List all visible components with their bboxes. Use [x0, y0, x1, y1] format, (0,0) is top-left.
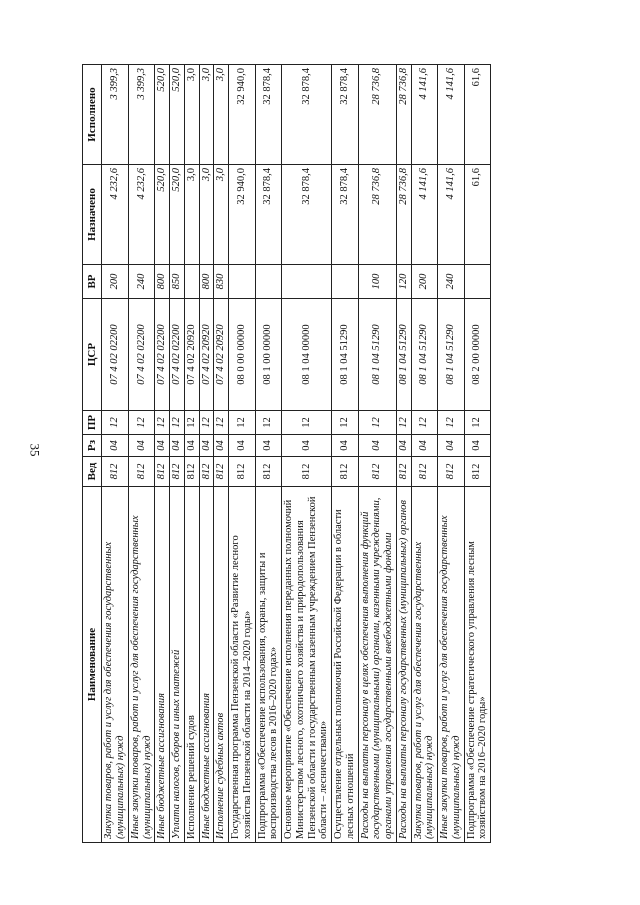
header-pr: ПР: [83, 411, 102, 435]
cell-vr: 240: [128, 265, 155, 299]
cell-rz: 04: [184, 435, 199, 457]
cell-isp: 3,0: [199, 65, 214, 165]
cell-name: Исполнение решений судов: [184, 487, 199, 843]
cell-pr: 12: [358, 411, 396, 435]
header-ved: Вед: [83, 457, 102, 487]
cell-nazn: 28 736,8: [358, 165, 396, 265]
cell-ved: 812: [255, 457, 282, 487]
cell-rz: 04: [358, 435, 396, 457]
cell-vr: 800: [199, 265, 214, 299]
cell-ved: 812: [184, 457, 199, 487]
table-row: [128, 65, 155, 843]
cell-pr: 12: [282, 411, 332, 435]
cell-pr: 12: [170, 411, 185, 435]
table-row: [199, 65, 214, 843]
cell-pr: 12: [255, 411, 282, 435]
cell-nazn: 4 141,6: [411, 165, 438, 265]
cell-csr: 07 4 02 02200: [128, 299, 155, 411]
cell-vr: 200: [102, 265, 129, 299]
cell-name: Иные закупки товаров, работ и услуг для обеспечения государственных (муниципальных) нужд: [438, 487, 465, 843]
cell-ved: 812: [199, 457, 214, 487]
cell-nazn: 520,0: [155, 165, 170, 265]
cell-isp: 32 878,4: [332, 65, 359, 165]
cell-ved: 812: [282, 457, 332, 487]
cell-ved: 812: [128, 457, 155, 487]
cell-nazn: 520,0: [170, 165, 185, 265]
cell-ved: 812: [102, 457, 129, 487]
cell-nazn: 28 736,8: [396, 165, 411, 265]
header-name: Наименование: [83, 487, 102, 843]
cell-csr: 08 1 04 51290: [396, 299, 411, 411]
cell-isp: 3,0: [184, 65, 199, 165]
cell-pr: 12: [155, 411, 170, 435]
cell-vr: 800: [155, 265, 170, 299]
cell-pr: 12: [229, 411, 256, 435]
cell-nazn: 4 232,6: [128, 165, 155, 265]
cell-ved: 812: [464, 457, 491, 487]
cell-csr: 07 4 02 02200: [170, 299, 185, 411]
cell-pr: 12: [464, 411, 491, 435]
cell-nazn: 32 878,4: [332, 165, 359, 265]
table-row: [155, 65, 170, 843]
table-row: [464, 65, 491, 843]
cell-vr: [255, 265, 282, 299]
budget-table: [82, 64, 491, 843]
cell-isp: 61,6: [464, 65, 491, 165]
cell-rz: 04: [438, 435, 465, 457]
table-row: [411, 65, 438, 843]
header-rz: Рз: [83, 435, 102, 457]
cell-name: Расходы на выплаты персоналу государственных (муниципальных) органов: [396, 487, 411, 843]
cell-csr: 07 4 02 20920: [214, 299, 229, 411]
cell-csr: 08 0 00 00000: [229, 299, 256, 411]
table-row: [229, 65, 256, 843]
cell-name: Осуществление отдельных полномочий Российской Федерации в области лесных отношений: [332, 487, 359, 843]
rotated-table-area: [82, 65, 627, 843]
cell-rz: 04: [199, 435, 214, 457]
rotated-content: [82, 65, 627, 843]
cell-ved: 812: [214, 457, 229, 487]
cell-name: Государственная программа Пензенской области «Развитие лесного хозяйства Пензенской области на 2014–2020 годы»: [229, 487, 256, 843]
cell-csr: 08 1 04 00000: [282, 299, 332, 411]
cell-rz: 04: [214, 435, 229, 457]
cell-name: Иные бюджетные ассигнования: [199, 487, 214, 843]
table-row: [358, 65, 396, 843]
cell-nazn: 3,0: [199, 165, 214, 265]
cell-name: Подпрограмма «Обеспечение использования, охраны, защиты и воспроизводства лесов в 2016–2020 годах»: [255, 487, 282, 843]
cell-nazn: 32 878,4: [282, 165, 332, 265]
cell-name: Уплата налогов, сборов и иных платежей: [170, 487, 185, 843]
cell-csr: 08 1 04 51290: [411, 299, 438, 411]
cell-rz: 04: [102, 435, 129, 457]
cell-nazn: 61,6: [464, 165, 491, 265]
cell-name: Расходы на выплаты персоналу в целях обеспечения выполнения функций государственными (муниципальными) органами, казенными учреждениями, органами управления государственными внебюджетными фондами: [358, 487, 396, 843]
cell-csr: 07 4 02 20920: [184, 299, 199, 411]
cell-rz: 04: [229, 435, 256, 457]
cell-vr: 850: [170, 265, 185, 299]
cell-pr: 12: [332, 411, 359, 435]
cell-pr: 12: [438, 411, 465, 435]
table-row: [170, 65, 185, 843]
cell-rz: 04: [411, 435, 438, 457]
cell-rz: 04: [464, 435, 491, 457]
cell-ved: 812: [170, 457, 185, 487]
table-row: [332, 65, 359, 843]
header-nazn: Назначено: [83, 165, 102, 265]
cell-rz: 04: [128, 435, 155, 457]
cell-name: Иные бюджетные ассигнования: [155, 487, 170, 843]
cell-csr: 07 4 02 02200: [155, 299, 170, 411]
cell-csr: 08 2 00 00000: [464, 299, 491, 411]
cell-nazn: 3,0: [214, 165, 229, 265]
cell-isp: 4 141,6: [438, 65, 465, 165]
table-body: [102, 65, 491, 843]
cell-vr: 120: [396, 265, 411, 299]
cell-pr: 12: [411, 411, 438, 435]
cell-pr: 12: [128, 411, 155, 435]
cell-vr: [464, 265, 491, 299]
cell-nazn: 32 940,0: [229, 165, 256, 265]
cell-vr: [184, 265, 199, 299]
cell-nazn: 32 878,4: [255, 165, 282, 265]
cell-ved: 812: [155, 457, 170, 487]
cell-csr: 08 1 04 51290: [358, 299, 396, 411]
table-row: [255, 65, 282, 843]
cell-ved: 812: [332, 457, 359, 487]
cell-name: Исполнение судебных актов: [214, 487, 229, 843]
cell-csr: 08 1 04 51290: [332, 299, 359, 411]
cell-isp: 28 736,8: [358, 65, 396, 165]
cell-pr: 12: [184, 411, 199, 435]
cell-vr: [229, 265, 256, 299]
table-header-row: [83, 65, 102, 843]
cell-name: Подпрограмма «Обеспечение стратегического управления лесным хозяйством на 2016–2020 годы»: [464, 487, 491, 843]
table-row: [396, 65, 411, 843]
cell-isp: 28 736,8: [396, 65, 411, 165]
cell-nazn: 3,0: [184, 165, 199, 265]
cell-isp: 3 399,3: [102, 65, 129, 165]
table-row: [214, 65, 229, 843]
cell-rz: 04: [332, 435, 359, 457]
cell-rz: 04: [170, 435, 185, 457]
cell-vr: 240: [438, 265, 465, 299]
cell-ved: 812: [358, 457, 396, 487]
cell-name: Основное мероприятие «Обеспечение исполнения переданных полномочий Министерством лесного, охотничьего хозяйства и природопользования Пензенской области и государственным казенным учреждением Пензенской области – лесничествами»: [282, 487, 332, 843]
cell-vr: [332, 265, 359, 299]
cell-isp: 32 940,0: [229, 65, 256, 165]
cell-csr: 07 4 02 02200: [102, 299, 129, 411]
cell-nazn: 4 232,6: [102, 165, 129, 265]
cell-vr: 830: [214, 265, 229, 299]
cell-ved: 812: [396, 457, 411, 487]
cell-name: Закупка товаров, работ и услуг для обеспечения государственных (муниципальных) нужд: [411, 487, 438, 843]
table-row: [282, 65, 332, 843]
cell-vr: [282, 265, 332, 299]
cell-isp: 32 878,4: [282, 65, 332, 165]
cell-ved: 812: [229, 457, 256, 487]
cell-pr: 12: [396, 411, 411, 435]
cell-nazn: 4 141,6: [438, 165, 465, 265]
cell-isp: 520,0: [170, 65, 185, 165]
cell-isp: 520,0: [155, 65, 170, 165]
header-isp: Исполнено: [83, 65, 102, 165]
cell-isp: 32 878,4: [255, 65, 282, 165]
cell-name: Закупка товаров, работ и услуг для обеспечения государственных (муниципальных) нужд: [102, 487, 129, 843]
cell-isp: 4 141,6: [411, 65, 438, 165]
cell-pr: 12: [199, 411, 214, 435]
page-number: 35: [27, 443, 43, 457]
cell-vr: 200: [411, 265, 438, 299]
table-row: [102, 65, 129, 843]
cell-ved: 812: [411, 457, 438, 487]
cell-pr: 12: [214, 411, 229, 435]
cell-rz: 04: [282, 435, 332, 457]
cell-csr: 08 1 04 51290: [438, 299, 465, 411]
header-vr: ВР: [83, 265, 102, 299]
cell-isp: 3 399,3: [128, 65, 155, 165]
header-csr: ЦСР: [83, 299, 102, 411]
cell-csr: 07 4 02 20920: [199, 299, 214, 411]
cell-name: Иные закупки товаров, работ и услуг для обеспечения государственных (муниципальных) нужд: [128, 487, 155, 843]
cell-rz: 04: [255, 435, 282, 457]
cell-vr: 100: [358, 265, 396, 299]
cell-rz: 04: [396, 435, 411, 457]
table-row: [438, 65, 465, 843]
cell-csr: 08 1 00 00000: [255, 299, 282, 411]
table-row: [184, 65, 199, 843]
cell-pr: 12: [102, 411, 129, 435]
cell-ved: 812: [438, 457, 465, 487]
cell-isp: 3,0: [214, 65, 229, 165]
cell-rz: 04: [155, 435, 170, 457]
